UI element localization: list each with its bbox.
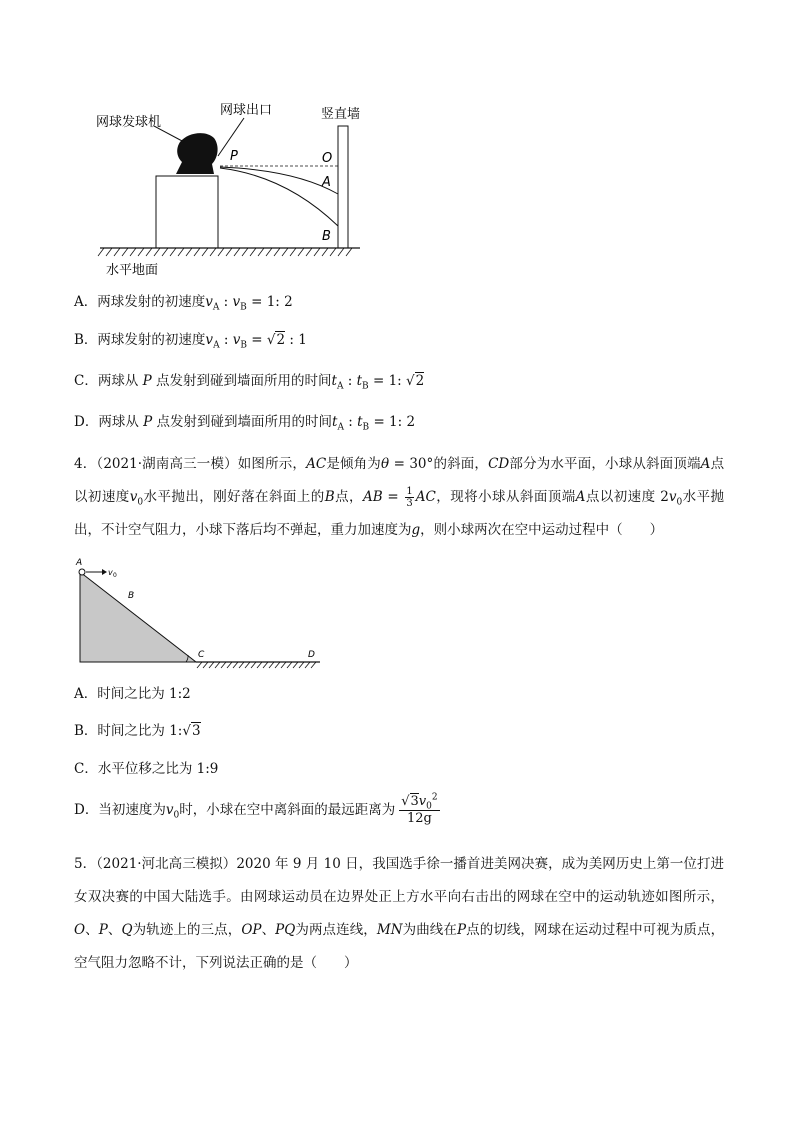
hatch-line xyxy=(197,662,202,668)
figure-tennis-wall xyxy=(96,96,386,281)
arrowhead xyxy=(102,569,107,575)
hatch-line xyxy=(257,662,262,668)
hatch-line xyxy=(194,248,200,256)
label-v0-sub: 0 xyxy=(113,572,117,579)
hatch-line xyxy=(293,662,298,668)
hatch-line xyxy=(258,248,264,256)
hatch-line xyxy=(299,662,304,668)
surface-hatch xyxy=(197,662,316,668)
hatch-line xyxy=(209,662,214,668)
hatch-line xyxy=(242,248,248,256)
hatch-line xyxy=(221,662,226,668)
hatch-line xyxy=(245,662,250,668)
hatch-line xyxy=(234,248,240,256)
vertical-wall xyxy=(338,126,348,248)
q4-option-b: B．时间之比为 1:√3 xyxy=(74,723,201,739)
label-a: A xyxy=(322,175,331,190)
hatch-line xyxy=(239,662,244,668)
label-b2: B xyxy=(128,591,135,601)
q4-option-a: A．时间之比为 1:2 xyxy=(74,686,191,702)
label-p: P xyxy=(230,149,238,164)
label-v0: v xyxy=(108,568,113,577)
hatch-line xyxy=(114,248,120,256)
label-d2: D xyxy=(308,650,315,660)
label-o: O xyxy=(322,151,333,166)
hatch-line xyxy=(287,662,292,668)
hatch-line xyxy=(250,248,256,256)
hatch-line xyxy=(130,248,136,256)
label-outlet: 网球出口 xyxy=(220,103,273,118)
tennis-machine xyxy=(176,133,218,174)
hatch-line xyxy=(218,248,224,256)
hatch-line xyxy=(233,662,238,668)
hatch-line xyxy=(186,248,192,256)
hatch-line xyxy=(298,248,304,256)
hatch-line xyxy=(210,248,216,256)
hatch-line xyxy=(146,248,152,256)
q3-option-c: C．两球从 P 点发射到碰到墙面所用的时间$t_A$ : $t_B = 1$: √2 xyxy=(74,373,425,392)
ground-hatch xyxy=(98,248,352,256)
hatch-line xyxy=(338,248,344,256)
label-wall: 竖直墙 xyxy=(321,107,361,122)
hatch-line xyxy=(305,662,310,668)
figure-incline xyxy=(72,556,332,672)
hatch-line xyxy=(282,248,288,256)
hatch-line xyxy=(122,248,128,256)
hatch-line xyxy=(274,248,280,256)
hatch-line xyxy=(330,248,336,256)
hatch-line xyxy=(98,248,104,256)
q5-stem: 5．（2021·河北高三模拟）2020 年 9 月 10 日，我国选手徐一播首进美网决赛，成为美网历史上第一位打进女双决赛的中国大陆选手。由网球运动员在边界处正上方水平向右击出的网球在空中的运动轨迹如图所示，O、P、Q为轨迹上的三点，OP、PQ为两点连线，MN为曲线在P点的切线，网球在运动过程中可视为质点，空气阻力忽略不计，下列说法正确的是（ ） xyxy=(74,856,725,971)
hatch-line xyxy=(154,248,160,256)
q4-stem: 4．（2021·湖南高三一模）如图所示，AC是倾角为θ = 30°的斜面，CD部分为水平面，小球从斜面顶端A点以初速度$v_0$水平抛出，刚好落在斜面上的B点，AB = $\frac{1}{3}$ AC，现将小球从斜面顶端A点以初速度 $2v_0$水平抛出，不计空气阻力，小球下落后均不弹起，重力加速度为g，则小球两次在空中运动过程中（ ） xyxy=(74,456,725,538)
q3-option-d: D．两球从 P 点发射到碰到墙面所用的时间$t_A$ : $t_B = 1$: 2 xyxy=(74,414,416,433)
hatch-line xyxy=(202,248,208,256)
hatch-line xyxy=(138,248,144,256)
trajectory-b xyxy=(220,168,338,226)
hatch-line xyxy=(263,662,268,668)
label-a2: A xyxy=(76,558,83,568)
hatch-line xyxy=(269,662,274,668)
hatch-line xyxy=(266,248,272,256)
ball xyxy=(79,569,85,575)
hatch-line xyxy=(106,248,112,256)
hatch-line xyxy=(170,248,176,256)
q4-option-d: D．当初速度为$v_0$时，小球在空中离斜面的最远距离为 $\frac{√3v_0^2}{12g}$ xyxy=(74,792,438,826)
label-c2: C xyxy=(198,650,205,660)
hatch-line xyxy=(162,248,168,256)
hatch-line xyxy=(322,248,328,256)
hatch-line xyxy=(281,662,286,668)
hatch-line xyxy=(215,662,220,668)
label-machine: 网球发球机 xyxy=(96,115,162,130)
machine-stand xyxy=(156,176,218,248)
hatch-line xyxy=(290,248,296,256)
label-ground: 水平地面 xyxy=(106,263,159,278)
hatch-line xyxy=(178,248,184,256)
hatch-line xyxy=(227,662,232,668)
hatch-line xyxy=(314,248,320,256)
q4-option-c: C．水平位移之比为 1:9 xyxy=(74,761,219,777)
hatch-line xyxy=(275,662,280,668)
hatch-line xyxy=(203,662,208,668)
incline-triangle xyxy=(80,572,196,662)
hatch-line xyxy=(306,248,312,256)
label-b: B xyxy=(322,229,331,244)
hatch-line xyxy=(346,248,352,256)
hatch-line xyxy=(226,248,232,256)
q3-option-a: A．两球发射的初速度$v_A$ : $v_B = 1$: 2 xyxy=(74,294,293,313)
hatch-line xyxy=(251,662,256,668)
q3-option-b: B．两球发射的初速度$v_A$ : $v_B = √2$ : 1 xyxy=(74,332,307,351)
hatch-line xyxy=(311,662,316,668)
